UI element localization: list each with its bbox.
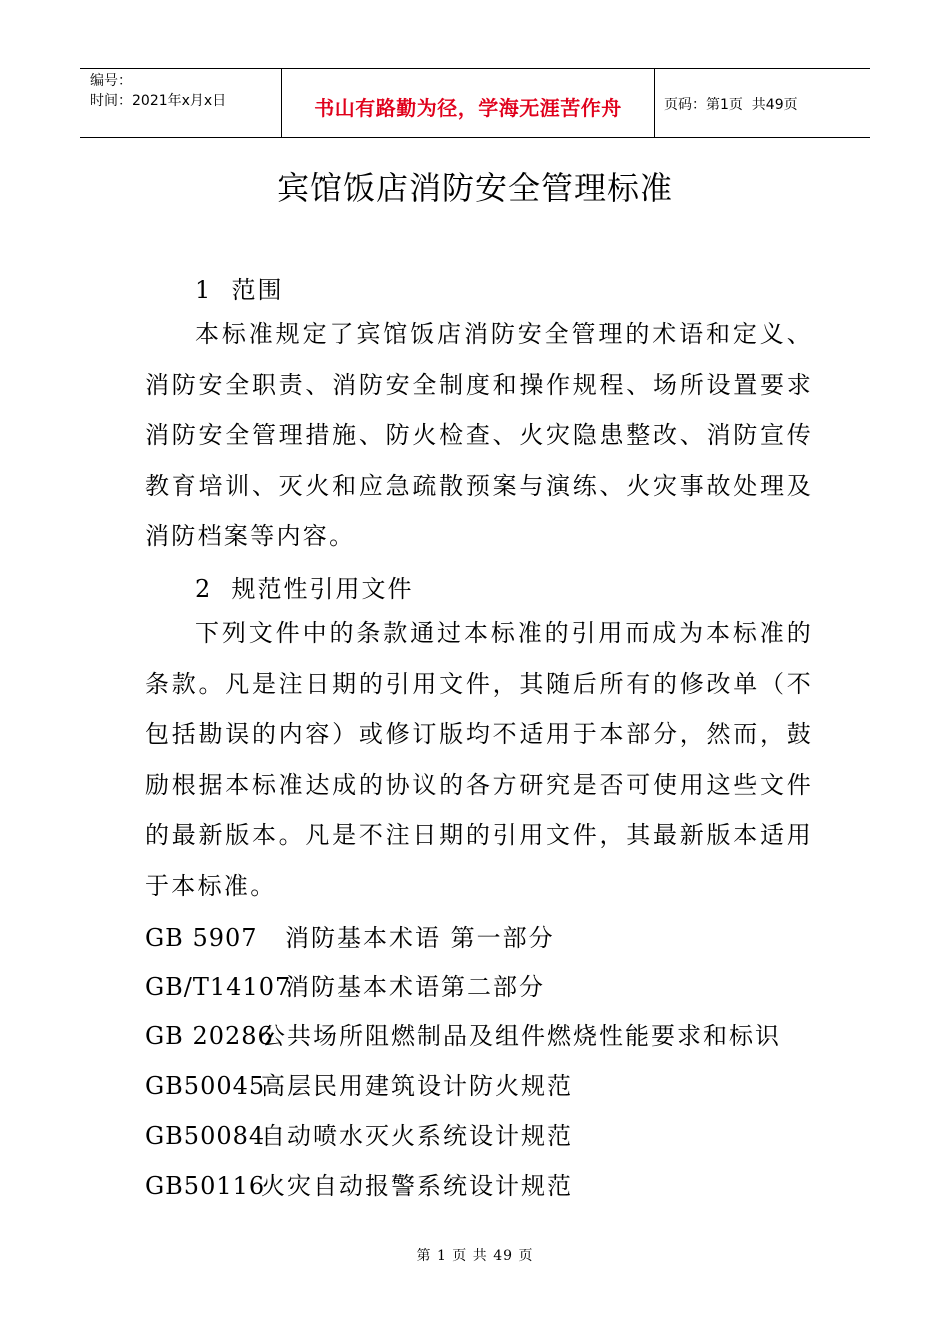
header-meta-cell bbox=[80, 69, 280, 137]
reference-name: 消防基本术语第二部分 bbox=[285, 973, 545, 1001]
header-page-cell bbox=[654, 69, 870, 137]
reference-item bbox=[145, 1166, 573, 1201]
section-2-body: 下列文件中的条款通过本标准的引用而成为本标准的条款。凡是注日期的引用文件，其随后所有的修改单（不包括勘误的内容）或修订版均不适用于本部分，然而，鼓励根据本标准达成的协议的各方研究是否可使用这些文件的最新版本。凡是不注日期的引用文件，其最新版本适用于本标准。 bbox=[145, 619, 813, 900]
reference-item bbox=[145, 1116, 573, 1151]
header-number: 编号： bbox=[90, 73, 132, 89]
header-time: 时间：2021年x月x日 bbox=[90, 93, 227, 109]
page-footer: 第 1 页 共 49 页 bbox=[416, 1248, 534, 1264]
reference-name: 公共场所阻燃制品及组件燃烧性能要求和标识 bbox=[261, 1022, 781, 1050]
reference-code: GB 5907 bbox=[145, 924, 258, 952]
reference-name: 自动喷水灭火系统设计规范 bbox=[261, 1122, 573, 1150]
header-motto: 书山有路勤为径，学海无涯苦作舟 bbox=[314, 96, 622, 120]
reference-code: GB 20286 bbox=[145, 1022, 274, 1050]
reference-code: GB50116 bbox=[145, 1172, 266, 1200]
section-2-heading: 2 规范性引用文件 bbox=[195, 575, 414, 603]
reference-name: 高层民用建筑设计防火规范 bbox=[261, 1072, 573, 1100]
reference-item bbox=[145, 1016, 781, 1051]
reference-code: GB50045 bbox=[145, 1072, 266, 1100]
reference-item bbox=[145, 1066, 573, 1101]
section-1-body: 本标准规定了宾馆饭店消防安全管理的术语和定义、消防安全职责、消防安全制度和操作规程、场所设置要求消防安全管理措施、防火检查、火灾隐患整改、消防宣传教育培训、灭火和应急疏散预案与演练、火灾事故处理及消防档案等内容。 bbox=[145, 320, 813, 550]
reference-code: GB/T14107 bbox=[145, 973, 292, 1001]
reference-item bbox=[145, 918, 555, 953]
header-page-info: 页码：第1页 共49页 bbox=[664, 97, 798, 113]
reference-item bbox=[145, 967, 545, 1002]
document-header bbox=[80, 68, 870, 138]
section-1-heading: 1 范围 bbox=[195, 276, 284, 304]
reference-name: 消防基本术语 第一部分 bbox=[285, 924, 555, 952]
reference-code: GB50084 bbox=[145, 1122, 266, 1150]
document-title: 宾馆饭店消防安全管理标准 bbox=[276, 169, 673, 207]
reference-name: 火灾自动报警系统设计规范 bbox=[261, 1172, 573, 1200]
header-motto-cell bbox=[281, 69, 655, 137]
